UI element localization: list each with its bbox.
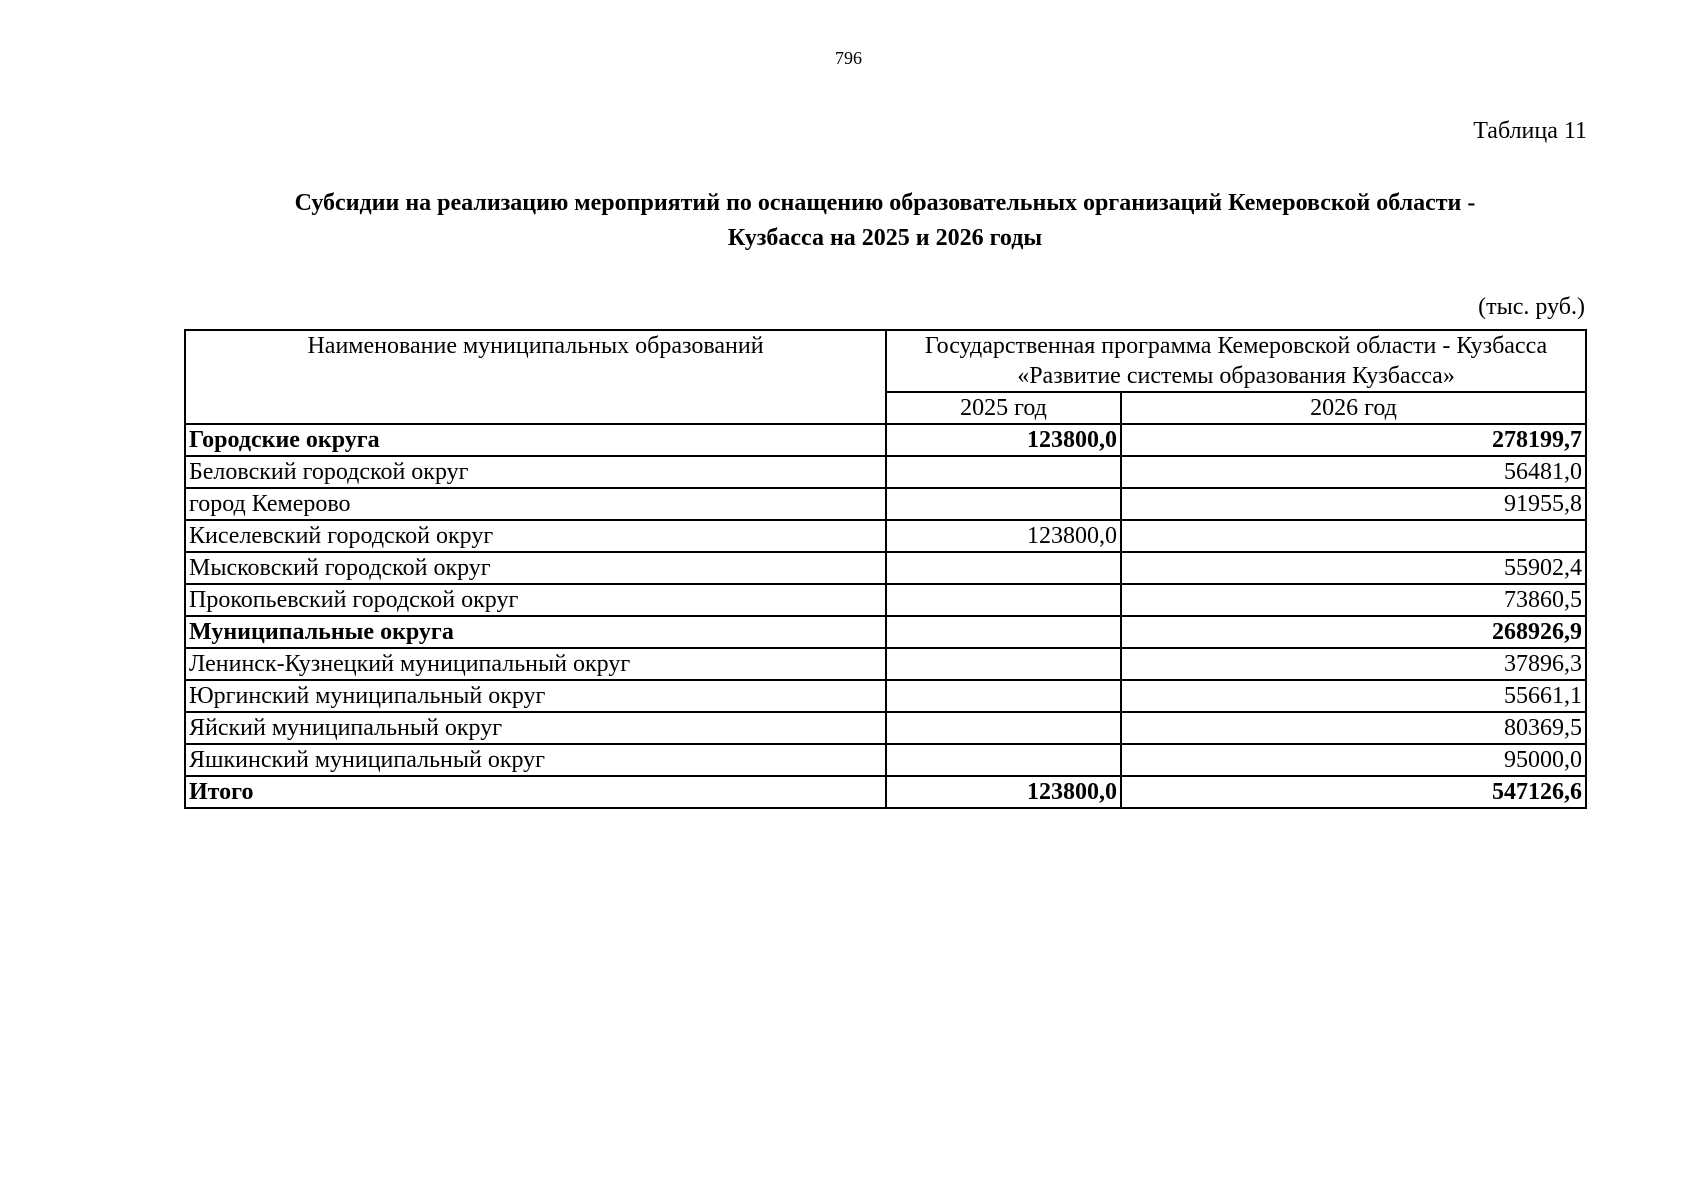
row-name: Киселевский городской округ [185,520,886,552]
page-number: 796 [835,48,862,68]
program-line-1: Государственная программа Кемеровской области - Кузбасса [924,333,1548,359]
row-name: Итого [185,776,886,808]
row-value-2026: 37896,3 [1121,648,1586,680]
column-header-2025: 2025 год [886,392,1121,424]
row-value-2026: 55902,4 [1121,552,1586,584]
row-value-2025 [886,744,1121,776]
row-value-2026: 91955,8 [1121,488,1586,520]
table-row [185,648,1586,680]
row-value-2025 [886,712,1121,744]
subsidy-table [184,329,1587,809]
row-name: Яшкинский муниципальный округ [185,744,886,776]
row-value-2026: 547126,6 [1121,776,1586,808]
row-value-2025 [886,584,1121,616]
row-value-2025: 123800,0 [886,776,1121,808]
table-row [185,552,1586,584]
table-row [185,456,1586,488]
row-name: Беловский городской округ [185,456,886,488]
row-name: Мысковский городской округ [185,552,886,584]
row-name: город Кемерово [185,488,886,520]
units-label: (тыс. руб.) [1478,294,1585,320]
table-row [185,584,1586,616]
row-value-2025: 123800,0 [886,520,1121,552]
row-name: Муниципальные округа [185,616,886,648]
row-value-2026: 55661,1 [1121,680,1586,712]
row-name: Юргинский муниципальный округ [185,680,886,712]
table-row [185,488,1586,520]
column-header-program [886,330,1586,392]
table-label: Таблица 11 [1473,118,1587,144]
column-header-2026: 2026 год [1121,392,1586,424]
table-row [185,744,1586,776]
table-row [185,712,1586,744]
row-value-2026: 56481,0 [1121,456,1586,488]
row-value-2026: 80369,5 [1121,712,1586,744]
table-row [185,520,1586,552]
row-value-2025 [886,552,1121,584]
row-value-2025 [886,488,1121,520]
table-row-group-municipal [185,616,1586,648]
row-name: Яйский муниципальный округ [185,712,886,744]
program-line-2: «Развитие системы образования Кузбасса» [1017,363,1455,389]
title-line-2: Кузбасса на 2025 и 2026 годы [727,225,1043,251]
row-name: Городские округа [185,424,886,456]
row-value-2026 [1121,520,1586,552]
row-value-2026: 278199,7 [1121,424,1586,456]
document-title [185,186,1585,256]
table-row-group-urban [185,424,1586,456]
table-row-total [185,776,1586,808]
row-value-2025 [886,616,1121,648]
row-value-2026: 268926,9 [1121,616,1586,648]
row-value-2025 [886,680,1121,712]
row-value-2025 [886,456,1121,488]
row-value-2026: 73860,5 [1121,584,1586,616]
row-value-2025: 123800,0 [886,424,1121,456]
table-header-row [185,330,1586,392]
table-row [185,680,1586,712]
row-value-2026: 95000,0 [1121,744,1586,776]
column-header-name: Наименование муниципальных образований [185,330,886,424]
row-name: Прокопьевский городской округ [185,584,886,616]
row-name: Ленинск-Кузнецкий муниципальный округ [185,648,886,680]
title-line-1: Субсидии на реализацию мероприятий по оснащению образовательных организаций Кемеровской области - [294,190,1476,216]
row-value-2025 [886,648,1121,680]
